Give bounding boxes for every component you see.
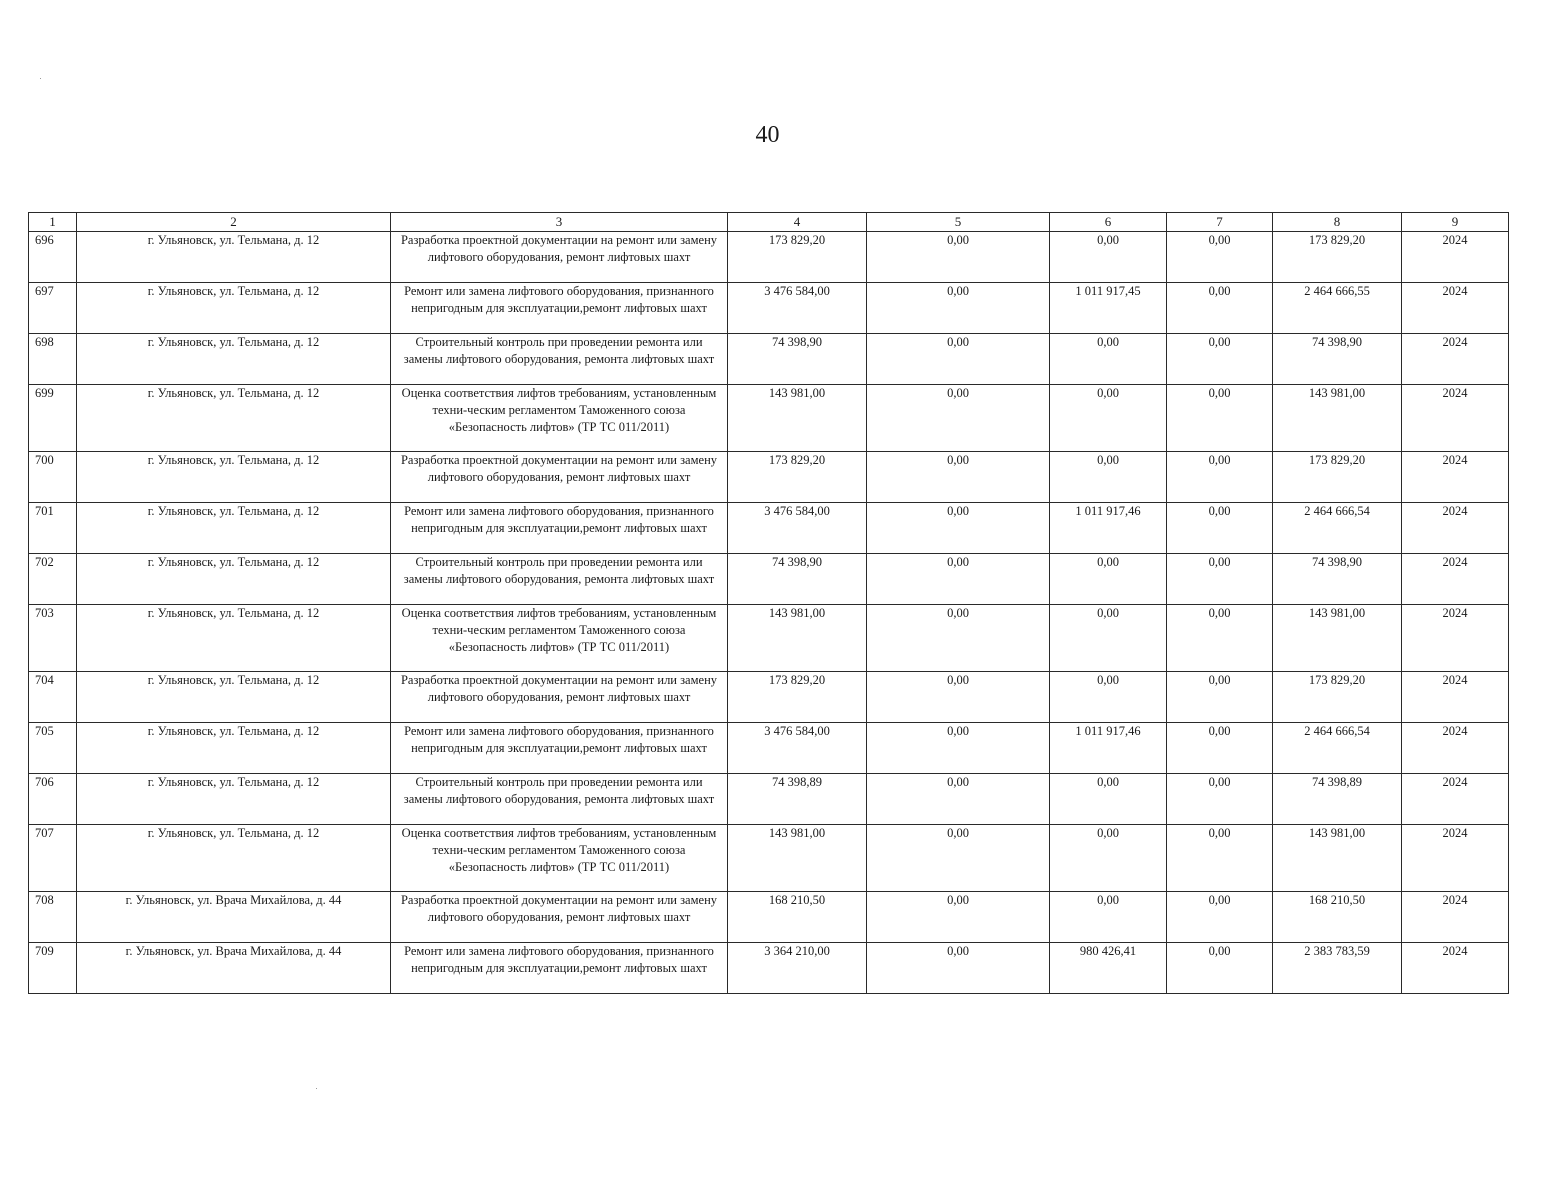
- amount-col8-cell: 74 398,90: [1273, 334, 1402, 385]
- amount-col6-cell: 0,00: [1050, 605, 1167, 672]
- work-description-cell: Разработка проектной документации на ремонт или замену лифтового оборудования, ремонт лифтовых шахт: [391, 672, 728, 723]
- table-row: [29, 825, 1509, 892]
- year-cell: 2024: [1402, 892, 1509, 943]
- work-description-cell: Оценка соответствия лифтов требованиям, установленным техни-ческим регламентом Таможенного союза «Безопасность лифтов» (ТР ТС 011/2011): [391, 605, 728, 672]
- amount-col4-cell: 173 829,20: [728, 232, 867, 283]
- year-cell: 2024: [1402, 825, 1509, 892]
- row-number-cell: 706: [29, 774, 77, 825]
- amount-col5-cell: 0,00: [867, 232, 1050, 283]
- table-row: [29, 943, 1509, 994]
- year-cell: 2024: [1402, 943, 1509, 994]
- address-cell: г. Ульяновск, ул. Тельмана, д. 12: [77, 672, 391, 723]
- row-number-cell: 704: [29, 672, 77, 723]
- amount-col5-cell: 0,00: [867, 334, 1050, 385]
- table-row: [29, 892, 1509, 943]
- year-cell: 2024: [1402, 672, 1509, 723]
- amount-col6-cell: 0,00: [1050, 554, 1167, 605]
- header-cell: 1: [29, 213, 77, 232]
- address-cell: г. Ульяновск, ул. Тельмана, д. 12: [77, 452, 391, 503]
- amount-col4-cell: 74 398,90: [728, 554, 867, 605]
- amount-col8-cell: 173 829,20: [1273, 232, 1402, 283]
- amount-col7-cell: 0,00: [1167, 605, 1273, 672]
- amount-col6-cell: 0,00: [1050, 334, 1167, 385]
- work-description-cell: Строительный контроль при проведении ремонта или замены лифтового оборудования, ремонта лифтовых шахт: [391, 334, 728, 385]
- amount-col7-cell: 0,00: [1167, 943, 1273, 994]
- amount-col6-cell: 0,00: [1050, 385, 1167, 452]
- table-row: [29, 672, 1509, 723]
- year-cell: 2024: [1402, 385, 1509, 452]
- row-number-cell: 708: [29, 892, 77, 943]
- address-cell: г. Ульяновск, ул. Тельмана, д. 12: [77, 723, 391, 774]
- amount-col6-cell: 0,00: [1050, 892, 1167, 943]
- row-number-cell: 703: [29, 605, 77, 672]
- amount-col5-cell: 0,00: [867, 283, 1050, 334]
- document-table: [28, 212, 1509, 994]
- table-row: [29, 385, 1509, 452]
- amount-col6-cell: 0,00: [1050, 774, 1167, 825]
- amount-col8-cell: 173 829,20: [1273, 672, 1402, 723]
- amount-col5-cell: 0,00: [867, 385, 1050, 452]
- scan-speck: [316, 1088, 317, 1089]
- amount-col4-cell: 74 398,90: [728, 334, 867, 385]
- row-number-cell: 709: [29, 943, 77, 994]
- amount-col8-cell: 74 398,90: [1273, 554, 1402, 605]
- document-table-wrapper: [28, 212, 1508, 994]
- amount-col5-cell: 0,00: [867, 605, 1050, 672]
- year-cell: 2024: [1402, 774, 1509, 825]
- address-cell: г. Ульяновск, ул. Тельмана, д. 12: [77, 605, 391, 672]
- amount-col4-cell: 168 210,50: [728, 892, 867, 943]
- header-row: [29, 213, 1509, 232]
- amount-col7-cell: 0,00: [1167, 723, 1273, 774]
- amount-col4-cell: 3 476 584,00: [728, 283, 867, 334]
- work-description-cell: Ремонт или замена лифтового оборудования, признанного непригодным для эксплуатации,ремонт лифтовых шахт: [391, 723, 728, 774]
- amount-col8-cell: 143 981,00: [1273, 385, 1402, 452]
- header-cell: 5: [867, 213, 1050, 232]
- header-cell: 8: [1273, 213, 1402, 232]
- header-cell: 3: [391, 213, 728, 232]
- amount-col8-cell: 143 981,00: [1273, 605, 1402, 672]
- header-cell: 9: [1402, 213, 1509, 232]
- table-row: [29, 334, 1509, 385]
- amount-col7-cell: 0,00: [1167, 774, 1273, 825]
- address-cell: г. Ульяновск, ул. Тельмана, д. 12: [77, 385, 391, 452]
- amount-col7-cell: 0,00: [1167, 554, 1273, 605]
- amount-col5-cell: 0,00: [867, 672, 1050, 723]
- year-cell: 2024: [1402, 283, 1509, 334]
- amount-col8-cell: 2 383 783,59: [1273, 943, 1402, 994]
- year-cell: 2024: [1402, 334, 1509, 385]
- work-description-cell: Разработка проектной документации на ремонт или замену лифтового оборудования, ремонт лифтовых шахт: [391, 452, 728, 503]
- amount-col4-cell: 3 476 584,00: [728, 503, 867, 554]
- work-description-cell: Строительный контроль при проведении ремонта или замены лифтового оборудования, ремонта лифтовых шахт: [391, 554, 728, 605]
- amount-col7-cell: 0,00: [1167, 672, 1273, 723]
- row-number-cell: 707: [29, 825, 77, 892]
- header-cell: 2: [77, 213, 391, 232]
- amount-col8-cell: 143 981,00: [1273, 825, 1402, 892]
- year-cell: 2024: [1402, 605, 1509, 672]
- table-row: [29, 232, 1509, 283]
- address-cell: г. Ульяновск, ул. Тельмана, д. 12: [77, 503, 391, 554]
- address-cell: г. Ульяновск, ул. Тельмана, д. 12: [77, 334, 391, 385]
- amount-col5-cell: 0,00: [867, 943, 1050, 994]
- amount-col6-cell: 0,00: [1050, 232, 1167, 283]
- work-description-cell: Разработка проектной документации на ремонт или замену лифтового оборудования, ремонт лифтовых шахт: [391, 232, 728, 283]
- address-cell: г. Ульяновск, ул. Врача Михайлова, д. 44: [77, 943, 391, 994]
- row-number-cell: 700: [29, 452, 77, 503]
- row-number-cell: 705: [29, 723, 77, 774]
- amount-col7-cell: 0,00: [1167, 385, 1273, 452]
- amount-col8-cell: 2 464 666,54: [1273, 503, 1402, 554]
- work-description-cell: Строительный контроль при проведении ремонта или замены лифтового оборудования, ремонта лифтовых шахт: [391, 774, 728, 825]
- table-row: [29, 774, 1509, 825]
- year-cell: 2024: [1402, 503, 1509, 554]
- amount-col5-cell: 0,00: [867, 503, 1050, 554]
- year-cell: 2024: [1402, 554, 1509, 605]
- work-description-cell: Оценка соответствия лифтов требованиям, установленным техни-ческим регламентом Таможенного союза «Безопасность лифтов» (ТР ТС 011/2011): [391, 825, 728, 892]
- row-number-cell: 699: [29, 385, 77, 452]
- scan-speck: [40, 78, 41, 79]
- year-cell: 2024: [1402, 723, 1509, 774]
- table-row: [29, 452, 1509, 503]
- amount-col4-cell: 3 476 584,00: [728, 723, 867, 774]
- year-cell: 2024: [1402, 452, 1509, 503]
- amount-col6-cell: 1 011 917,46: [1050, 723, 1167, 774]
- page-number: 40: [755, 122, 780, 148]
- header-cell: 7: [1167, 213, 1273, 232]
- address-cell: г. Ульяновск, ул. Врача Михайлова, д. 44: [77, 892, 391, 943]
- amount-col8-cell: 173 829,20: [1273, 452, 1402, 503]
- work-description-cell: Ремонт или замена лифтового оборудования, признанного непригодным для эксплуатации,ремонт лифтовых шахт: [391, 283, 728, 334]
- amount-col4-cell: 173 829,20: [728, 452, 867, 503]
- table-row: [29, 554, 1509, 605]
- amount-col7-cell: 0,00: [1167, 232, 1273, 283]
- table-row: [29, 723, 1509, 774]
- year-cell: 2024: [1402, 232, 1509, 283]
- table-row: [29, 605, 1509, 672]
- header-cell: 6: [1050, 213, 1167, 232]
- amount-col6-cell: 0,00: [1050, 825, 1167, 892]
- amount-col8-cell: 2 464 666,55: [1273, 283, 1402, 334]
- amount-col7-cell: 0,00: [1167, 503, 1273, 554]
- amount-col4-cell: 74 398,89: [728, 774, 867, 825]
- table-row: [29, 503, 1509, 554]
- address-cell: г. Ульяновск, ул. Тельмана, д. 12: [77, 232, 391, 283]
- address-cell: г. Ульяновск, ул. Тельмана, д. 12: [77, 283, 391, 334]
- amount-col6-cell: 0,00: [1050, 672, 1167, 723]
- work-description-cell: Ремонт или замена лифтового оборудования, признанного непригодным для эксплуатации,ремонт лифтовых шахт: [391, 503, 728, 554]
- amount-col7-cell: 0,00: [1167, 283, 1273, 334]
- row-number-cell: 701: [29, 503, 77, 554]
- amount-col4-cell: 143 981,00: [728, 605, 867, 672]
- amount-col6-cell: 1 011 917,46: [1050, 503, 1167, 554]
- work-description-cell: Оценка соответствия лифтов требованиям, установленным техни-ческим регламентом Таможенного союза «Безопасность лифтов» (ТР ТС 011/2011): [391, 385, 728, 452]
- row-number-cell: 696: [29, 232, 77, 283]
- amount-col7-cell: 0,00: [1167, 825, 1273, 892]
- amount-col8-cell: 2 464 666,54: [1273, 723, 1402, 774]
- amount-col8-cell: 74 398,89: [1273, 774, 1402, 825]
- address-cell: г. Ульяновск, ул. Тельмана, д. 12: [77, 825, 391, 892]
- table-body: [29, 232, 1509, 994]
- work-description-cell: Разработка проектной документации на ремонт или замену лифтового оборудования, ремонт лифтовых шахт: [391, 892, 728, 943]
- amount-col5-cell: 0,00: [867, 825, 1050, 892]
- row-number-cell: 697: [29, 283, 77, 334]
- address-cell: г. Ульяновск, ул. Тельмана, д. 12: [77, 554, 391, 605]
- amount-col4-cell: 143 981,00: [728, 385, 867, 452]
- work-description-cell: Ремонт или замена лифтового оборудования, признанного непригодным для эксплуатации,ремонт лифтовых шахт: [391, 943, 728, 994]
- amount-col8-cell: 168 210,50: [1273, 892, 1402, 943]
- amount-col7-cell: 0,00: [1167, 892, 1273, 943]
- row-number-cell: 698: [29, 334, 77, 385]
- amount-col6-cell: 980 426,41: [1050, 943, 1167, 994]
- amount-col4-cell: 173 829,20: [728, 672, 867, 723]
- row-number-cell: 702: [29, 554, 77, 605]
- amount-col7-cell: 0,00: [1167, 334, 1273, 385]
- amount-col6-cell: 0,00: [1050, 452, 1167, 503]
- table-row: [29, 283, 1509, 334]
- amount-col7-cell: 0,00: [1167, 452, 1273, 503]
- amount-col5-cell: 0,00: [867, 723, 1050, 774]
- amount-col4-cell: 143 981,00: [728, 825, 867, 892]
- amount-col4-cell: 3 364 210,00: [728, 943, 867, 994]
- amount-col6-cell: 1 011 917,45: [1050, 283, 1167, 334]
- amount-col5-cell: 0,00: [867, 554, 1050, 605]
- address-cell: г. Ульяновск, ул. Тельмана, д. 12: [77, 774, 391, 825]
- amount-col5-cell: 0,00: [867, 892, 1050, 943]
- amount-col5-cell: 0,00: [867, 452, 1050, 503]
- header-cell: 4: [728, 213, 867, 232]
- amount-col5-cell: 0,00: [867, 774, 1050, 825]
